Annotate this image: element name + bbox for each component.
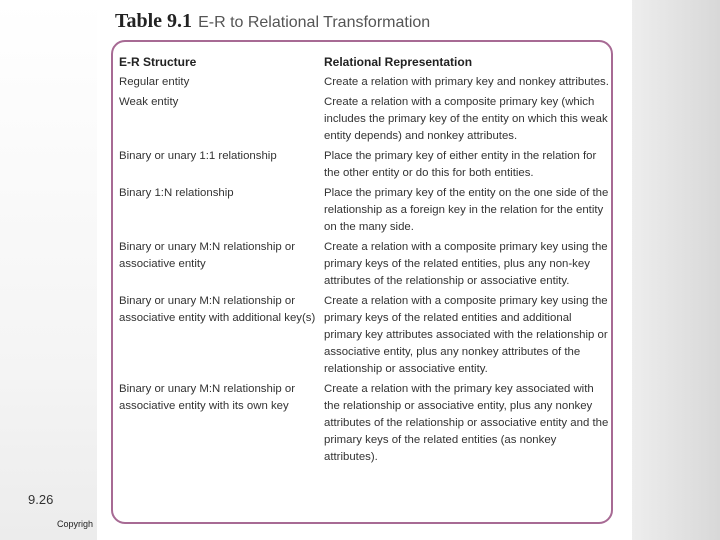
table-cell-structure: Binary 1:N relationship: [119, 187, 234, 199]
table-page: [97, 0, 632, 540]
header-er-structure: E-R Structure: [119, 55, 197, 69]
table-cell-structure: Regular entity: [119, 76, 190, 88]
table-cell-representation: Place the primary key of either entity in the relation for the other entity or do this for both entities.: [324, 150, 597, 179]
table-cell-representation: Create a relation with a composite primary key (which includes the primary key of the entity on which this weak entity depends) and nonkey attributes.: [324, 96, 608, 142]
table-cell-structure: Weak entity: [119, 96, 179, 108]
header-relational-representation: Relational Representation: [324, 55, 473, 69]
table-cell-representation: Place the primary key of the entity on the one side of the relationship as a foreign key in the relation for the entity on the many side.: [324, 187, 609, 233]
table-cell-structure: Binary or unary M:N relationship or associative entity: [119, 241, 295, 270]
table-cell-structure: Binary or unary M:N relationship or associative entity with its own key: [119, 383, 295, 412]
er-relational-table: [119, 54, 609, 469]
copyright-notice: Copyrigh: [57, 519, 94, 529]
table-cell-structure: Binary or unary M:N relationship or associative entity with additional key(s): [119, 295, 316, 324]
table-cell-structure: Binary or unary 1:1 relationship: [119, 150, 277, 162]
table-cell-representation: Create a relation with the primary key associated with the relationship or associative entity, plus any nonkey attributes of the relationship or associative entity and the primary keys of the related entities (as nonkey attributes).: [324, 383, 609, 463]
table-number: Table 9.1: [115, 10, 193, 32]
table-cell-representation: Create a relation with primary key and nonkey attributes.: [324, 76, 609, 88]
slide-number: 9.26: [28, 492, 54, 507]
table-cell-representation: Create a relation with a composite primary key using the primary keys of the related entities and additional primary key attributes associated with the relationship or associative entity, plus any nonkey attributes of the relationship or associative entity.: [324, 295, 608, 375]
background-shade: [630, 0, 720, 540]
table-cell-representation: Create a relation with a composite primary key using the primary keys of the related entities, plus any non-key attributes of the relationship or associative entity.: [324, 241, 608, 287]
table-title: [115, 10, 430, 33]
table-caption: E-R to Relational Transformation: [198, 14, 431, 31]
